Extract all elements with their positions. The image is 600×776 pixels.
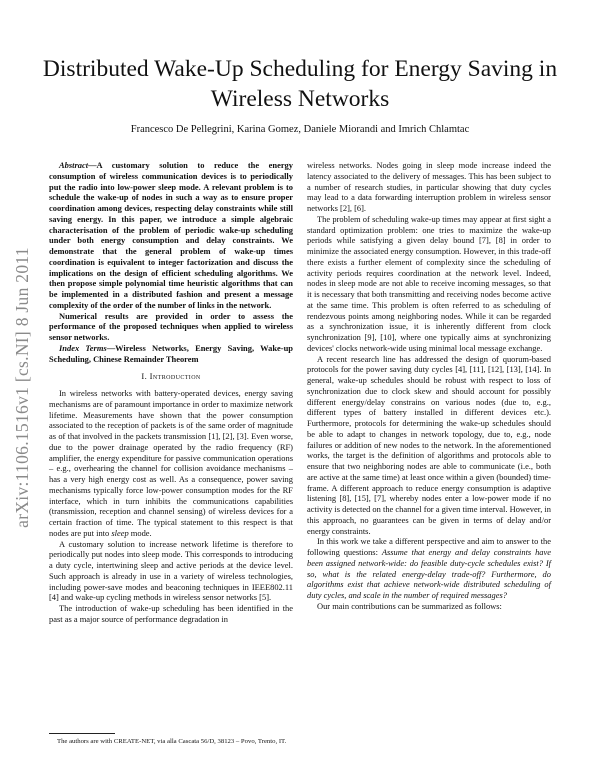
right-paragraph-5: Our main contributions can be summarized as follows: — [317, 600, 502, 611]
intro-paragraph-2: A customary solution to increase network lifetime is therefore to periodically put nodes into sleep mode. This corresponds to introducing a duty cycle, intertwining sleep and active periods at the device level. Such approach is already in use in a variety of wireless technologies, including power-save modes and beaconing techniques in IEEE802.11 [4] and wake-up cycling methods in wireless sensor networks [5]. — [49, 538, 293, 603]
author-list: Francesco De Pellegrini, Karina Gomez, Daniele Miorandi and Imrich Chlamtac — [130, 124, 470, 135]
intro-paragraph-1 — [49, 388, 293, 539]
abstract-text: —A customary solution to reduce the energy consumption of wireless communication devices is to periodically put the radio into low-power sleep mode. A relevant problem is to schedule the wake-up of nodes in such a way as to ensure proper coordination among devices, respecting delay constraints while still saving energy. In this paper, we introduce a simple algebraic characterisation of the problem of periodic wake-up scheduling under both energy consumption and delay constraints. We demonstrate that the general problem of wake-up times coordination is equivalent to integer factorization and discuss the implications on the design of efficient scheduling algorithms. We then propose simple polynomial time heuristic algorithms that can be implemented in a distributed fashion and present a message complexity of the order of the number of links in the network. — [49, 160, 293, 310]
arxiv-identifier-text: arXiv:1106.1516v1 [cs.NI] 8 Jun 2011 — [11, 246, 32, 528]
abstract-numerical-results: Numerical results are provided in order to assess the performance of the proposed techniques when applied to wireless sensor networks. — [49, 310, 293, 342]
paper-title: Distributed Wake-Up Scheduling for Energy Saving in Wireless Networks — [42, 56, 558, 112]
abstract — [49, 160, 293, 311]
abstract-label: Abstract — [59, 160, 89, 170]
right-p4-questions: Assume that energy and delay constraints have been assigned network-wide: do feasible duty-cycle schedules exist? If so, what is the related energy-delay trade-off? Furthermore, do algorithms exist that achieve network-wide distributed scheduling of duty cycles, and scale in the number of required messages? — [307, 547, 552, 600]
intro-p1-text: In wireless networks with battery-operated devices, energy saving mechanisms are of paramount importance in order to maximize network lifetime. Measurements have shown that the power consumption associated to the reception of packets is of the same order of magnitude as of that involved in the packets transmission [1], [2], [3]. Even worse, due to the power drainage operated by the radio frequency (RF) amplifier, the energy expenditure for passive communication operations – e.g., overhearing the channel for collision avoidance mechanisms – has a very high energy cost as well. As a consequence, power saving mechanisms typically force low-power consumption modes for the RF interface, which in turn inhibits the communications capabilities (transmission, reception and channel sensing) of wireless devices for a certain fraction of time. The typical statement to this respect is that nodes are put into — [49, 388, 293, 538]
index-terms-label: Index Terms — [59, 342, 107, 353]
right-column — [307, 160, 551, 612]
right-p4-text: In this work we take a different perspective and aim to answer to the following questions: — [307, 536, 551, 557]
index-terms-text: —Wireless Networks, Energy Saving, Wake-up Scheduling, Chinese Remainder Theorem — [49, 342, 294, 364]
footnote-text: The authors are with CREATE-NET, via alla Cascata 56/D, 38123 – Povo, Trento, IT. — [57, 738, 287, 745]
arxiv-identifier — [4, 212, 40, 562]
intro-paragraph-3: The introduction of wake-up scheduling has been identified in the past as a major source of performance degradation in — [49, 603, 293, 624]
footnote-rule — [49, 733, 115, 734]
intro-p1-emphasis: sleep — [111, 527, 129, 538]
right-paragraph-3: A recent research line has addressed the design of quorum-based protocols for the power saving duty cycles [4], [11], [12], [13], [14]. In general, wake-up schedules should be robust with respect to loss of synchronization due to clock skew and should account for possibly different energy/delay constrains on various nodes (due to, e.g., different types of battery installed in different devices etc.). Furthermore, protocols for determining the wake-up schedules should be able to adapt to changes in network topology, due to, e.g., node failures or addition of new nodes to the network. In the aforementioned works, the target is the definition of algorithms and protocols able to ensure that two neighboring nodes are able to communicate (i.e., both are active at the same time) at least once within a given (bounded) time-frame. A different approach to reduce energy consumption is adaptive listening [8], [15], [7], whereby nodes enter a low-power mode if no activity is detected on the channel for a given time interval. However, in this approach, no guarantees can be given in terms of delay and/or energy constraints. — [307, 353, 551, 536]
footnote — [49, 737, 293, 746]
intro-p1-end: mode. — [130, 527, 152, 538]
right-paragraph-2: The problem of scheduling wake-up times may appear at first sight a standard optimization problem: one tries to maximize the wake-up periods while satisfying a given delay bound [7], [8] in order to minimize the associated energy consumption. However, in this trade-off there exists a further element of complexity since the scheduling of activity periods requires coordination at the network level. Indeed, nodes in sleep mode are not able to receive incoming messages, so that it is necessary that both transmitting and receiving nodes become active at the same time. This problem is often referred to as scheduling of rendezvous points among neighboring nodes. While it can be regarded as a synchronization issue, it is inherently different from clock synchronization [9], [10], where one typically aims at synchronizing devices' clocks network-wide using minimal local message exchange. — [307, 213, 551, 353]
index-terms — [49, 343, 293, 365]
left-column — [49, 160, 293, 625]
right-paragraph-4 — [307, 536, 551, 601]
section-heading-introduction: I. Introduction — [141, 371, 201, 382]
right-paragraph-1: wireless networks. Nodes going in sleep mode increase indeed the latency associated to the delivery of messages. This has been subject to a number of research studies, in particular showing that duty cycles may lead to a data forwarding interruption problem in wireless sensor networks [2], [6]. — [307, 160, 551, 213]
